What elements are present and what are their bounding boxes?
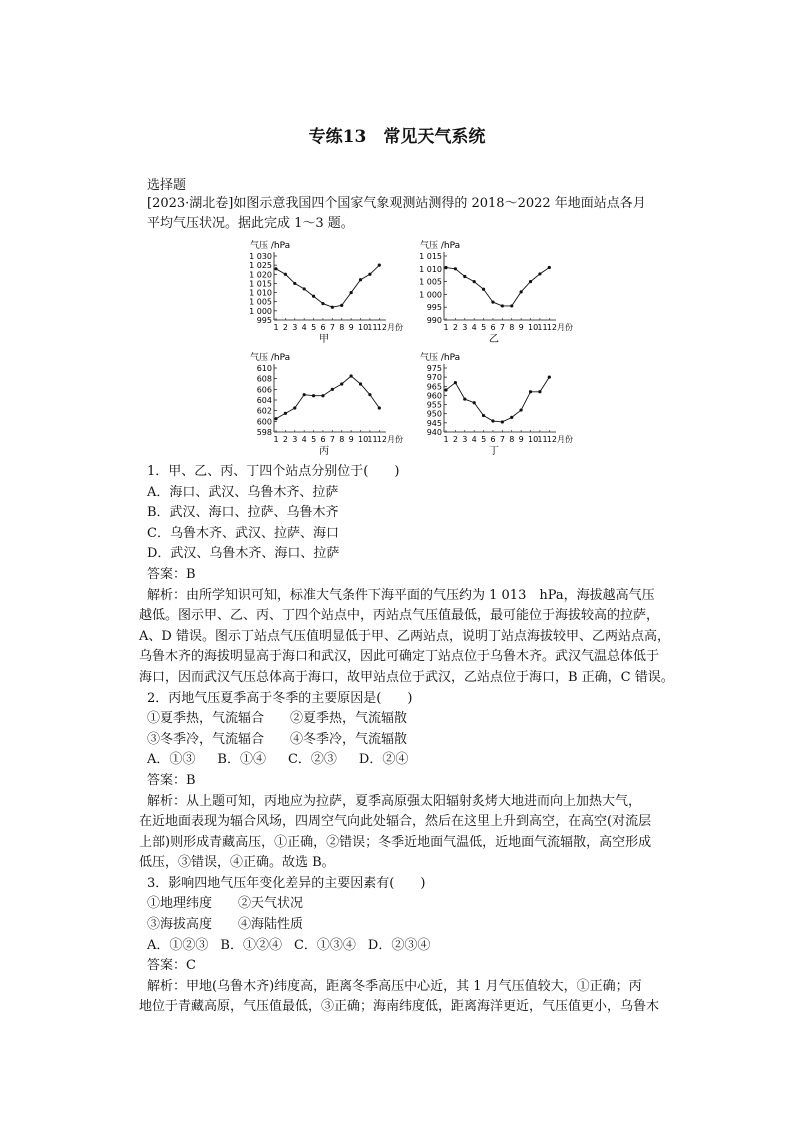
chart-data-point [331,388,334,391]
question-1-analysis-line: A、D 错误。图示丁站点气压值明显低于甲、乙两站点，说明丁站点海拔较甲、乙两站点高， [139,628,670,644]
chart-data-point [529,390,532,393]
chart-x-tick-label: 2 [282,435,288,444]
chart-data-point [510,416,513,419]
chart-x-tick-label: 5 [311,435,317,444]
chart-y-tick-label: 940 [426,428,442,437]
chart-data-point [454,267,457,270]
chart-x-tick-label: 3 [462,323,468,332]
question-2-analysis-line: 解析：从上题可知，丙地应为拉萨，夏季高原强太阳辐射炙烤大地进而向上加热大气， [147,793,642,809]
question-3-choices-row [147,915,687,936]
chart-y-tick-label: 975 [426,364,442,373]
chart-x-tick-label: 11 [537,435,548,444]
chart-data-point [303,287,306,290]
question-3-option-a: A．①②③ [147,937,209,953]
chart-y-tick-label: 602 [256,406,272,416]
chart-y-tick-label: 1 030 [249,252,272,261]
chart-data-point [378,264,381,267]
question-2-option-a: A．①③ [147,752,196,768]
question-3-analysis-line: 地位于青藏高原，气压值最低，③正确；海南纬度低，距离海洋更近，气压值更小，乌鲁木 [139,999,660,1015]
chart-x-tick-label: 4 [471,435,477,444]
question-2-option-d: D．②④ [358,752,409,768]
chart-data-point [340,304,343,307]
chart-data-point [284,412,287,415]
chart-x-tick-label: 7 [329,435,335,444]
chart-x-tick-label: 1 [443,435,449,444]
question-2-analysis-line: 在近地面表现为辐合风场，四周空气向此处辐合，然后在这里上升到高空，在高空(对流层 [139,814,652,830]
chart-x-tick-label: 8 [339,323,345,332]
chart-x-tick-label: 6 [320,323,326,332]
chart-x-tick-label: 10 [528,323,539,332]
question-2-options [147,750,687,771]
question-2-answer: 答案：B [147,772,196,788]
chart-panel-name: 丙 [319,446,329,457]
chart-x-tick-label: 2 [452,323,458,332]
chart-series-line [276,376,379,419]
chart-ylabel: 气压 /hPa [250,241,291,251]
chart-data-point [293,406,296,409]
question-1-analysis-line: 越低。图示甲、乙、丙、丁四个站点中，丙站点气压值最低，最可能位于海拔较高的拉萨， [139,608,660,624]
question-3-choice: ④海陆性质 [238,917,304,933]
question-1-answer: 答案：B [147,566,196,582]
chart-data-point [340,382,343,385]
chart-y-tick-label: 1 010 [419,264,442,274]
question-1-stem: 1．甲、乙、丙、丁四个站点分别位于( ) [147,464,400,479]
chart-y-tick-label: 608 [256,374,272,384]
chart-series-line [446,377,549,422]
intro-line: 平均气压状况。据此完成 1～3 题。 [147,216,354,231]
chart-data-point [359,382,362,385]
chart-y-tick-label: 970 [426,373,442,383]
chart-data-point [520,408,523,411]
chart-x-tick-label: 8 [509,323,515,332]
chart-x-tick-label: 8 [509,435,515,444]
chart-x-tick-label: 10 [528,435,539,444]
chart-y-tick-label: 600 [256,417,272,427]
chart-x-tick-label: 12月份 [376,323,403,332]
chart-x-tick-label: 6 [490,435,496,444]
question-3-choices-row [147,894,687,915]
questions [139,462,687,1018]
chart-y-tick-label: 610 [256,364,272,373]
question-3-answer: 答案：C [147,958,196,974]
chart-y-tick-label: 1 005 [249,297,272,307]
chart-y-tick-label: 965 [426,382,442,392]
question-3-stem: 3．影响四地气压年变化差异的主要因素有( ) [147,875,426,891]
chart-data-point [501,304,504,307]
chart-x-tick-label: 4 [301,323,307,332]
question-3-analysis-line: 解析：甲地(乌鲁木齐)纬度高，距离冬季高压中心近，其 1 月气压值较大，①正确；丙 [147,978,642,994]
question-2-choices-row [147,730,687,751]
question-1-analysis-line: 海口，因而武汉气压总体高于海口，故甲站点位于武汉，乙站点位于海口，B 正确，C 错误。 [139,669,674,685]
chart-data-point [473,280,476,283]
chart-y-tick-label: 995 [426,303,442,313]
chart-ylabel: 气压 /hPa [420,241,461,251]
chart-x-tick-label: 10 [358,323,369,332]
chart-data-point [359,278,362,281]
chart-data-point [312,394,315,397]
question-1-analysis-line: 解析：由所学知识可知，标准大气条件下海平面的气压约为 1 013 hPa，海拔越高气压 [147,587,655,603]
chart-data-point [491,300,494,303]
chart-x-tick-label: 12月份 [376,435,403,444]
chart-x-tick-label: 12月份 [546,435,573,444]
chart-data-point [538,390,541,393]
chart-x-tick-label: 1 [443,323,449,332]
chart-y-tick-label: 1 025 [249,261,272,271]
chart-data-point [510,304,513,307]
question-3-choice: ③海拔高度 [147,917,213,933]
chart-data-point [274,267,277,270]
chart-x-tick-label: 8 [339,435,345,444]
chart-x-tick-label: 4 [471,323,477,332]
section-label: 选择题 [147,178,187,193]
chart-data-point [444,266,447,269]
chart-data-point [303,393,306,396]
chart-data-point [463,397,466,400]
intro-line: [2023·湖北卷]如图示意我国四个国家气象观测站测得的 2018～2022 年地面站点各月 [147,196,646,211]
chart-x-tick-label: 11 [367,323,378,332]
chart-x-tick-label: 4 [301,435,307,444]
chart-x-tick-label: 7 [499,323,505,332]
chart-x-tick-label: 5 [481,435,487,444]
chart-x-tick-label: 6 [490,323,496,332]
chart-data-point [321,394,324,397]
chart-data-point [312,295,315,298]
question-2-choice: ②夏季热，气流辐散 [290,711,408,727]
chart-x-tick-label: 1 [273,323,279,332]
chart-x-tick-label: 12月份 [546,323,573,332]
question-1-analysis-line: 乌鲁木齐的海拔明显高于海口和武汉，因此可确定丁站点位于乌鲁木齐。武汉气温总体低于 [139,649,660,665]
chart-y-tick-label: 995 [256,316,272,325]
chart-x-tick-label: 3 [292,323,298,332]
pressure-charts-svg [240,238,580,460]
question-3-option-b: B．①②④ [220,937,282,953]
chart-data-point [293,282,296,285]
chart-data-point [331,306,334,309]
chart-y-tick-label: 1 005 [419,277,442,287]
chart-y-tick-label: 1 000 [249,306,272,316]
chart-panel-name: 乙 [489,334,499,345]
question-2-choice: ①夏季热，气流辐合 [147,711,265,727]
chart-data-point [491,419,494,422]
chart-y-tick-label: 598 [256,428,272,437]
chart-data-point [538,272,541,275]
chart-x-tick-label: 7 [499,435,505,444]
chart-y-tick-label: 945 [426,418,442,428]
chart-x-tick-label: 9 [348,435,354,444]
question-2-choice: ③冬季冷，气流辐合 [147,731,265,747]
question-2-choice: ④冬季冷，气流辐散 [290,731,408,747]
chart-data-point [274,417,277,420]
chart-x-tick-label: 3 [292,435,298,444]
chart-data-point [482,414,485,417]
chart-x-tick-label: 2 [282,323,288,332]
question-2-stem: 2．丙地气压夏季高于冬季的主要原因是( ) [147,690,413,706]
question-2-option-b: B．①④ [217,752,266,768]
chart-data-point [482,288,485,291]
question-3-choice: ①地理纬度 [147,896,213,912]
chart-x-tick-label: 11 [537,323,548,332]
question-3-option-c: C．①③④ [293,937,356,953]
chart-y-tick-label: 606 [256,385,272,395]
chart-data-point [548,376,551,379]
chart-data-point [368,273,371,276]
question-2-option-c: C．②③ [287,752,337,768]
chart-data-point [378,406,381,409]
chart-data-point [501,420,504,423]
question-1-option-d: D．武汉、乌鲁木齐、海口、拉萨 [147,546,340,562]
chart-y-tick-label: 1 000 [419,290,442,300]
chart-series-line [446,268,549,306]
chart-data-point [463,275,466,278]
chart-series-line [276,265,379,307]
question-3-options [147,936,687,957]
question-3-option-d: D．②③④ [367,937,431,953]
intro-paragraph [147,194,657,234]
chart-y-tick-label: 960 [426,391,442,401]
question-1-option-b: B．武汉、海口、拉萨、乌鲁木齐 [147,505,339,521]
chart-x-tick-label: 9 [348,323,354,332]
chart-y-tick-label: 955 [426,400,442,410]
pressure-charts [240,238,580,460]
question-2-analysis-line: 低压，③错误，④正确。故选 B。 [139,855,335,871]
question-3-choice: ②天气状况 [238,896,304,912]
chart-y-tick-label: 1 010 [249,288,272,298]
chart-y-tick-label: 604 [256,396,272,405]
chart-x-tick-label: 9 [518,323,524,332]
chart-data-point [454,381,457,384]
chart-y-tick-label: 950 [426,409,442,419]
chart-x-tick-label: 2 [452,435,458,444]
chart-x-tick-label: 9 [518,435,524,444]
chart-y-tick-label: 1 015 [419,252,442,261]
chart-ylabel: 气压 /hPa [250,353,291,363]
chart-y-tick-label: 1 020 [249,270,272,280]
chart-ylabel: 气压 /hPa [420,353,461,363]
chart-x-tick-label: 7 [329,323,335,332]
chart-panel-name: 甲 [319,334,329,345]
chart-x-tick-label: 11 [367,435,378,444]
chart-y-tick-label: 1 015 [249,279,272,289]
chart-x-tick-label: 6 [320,435,326,444]
chart-data-point [368,393,371,396]
chart-y-tick-label: 990 [426,316,442,325]
chart-x-tick-label: 5 [311,323,317,332]
chart-data-point [520,290,523,293]
question-2-analysis-line: 上部)则形成青藏高压，①正确，②错误；冬季近地面气温低，近地面气流辐散，高空形成 [139,834,652,850]
question-1-option-a: A．海口、武汉、乌鲁木齐、拉萨 [147,484,339,500]
page-title: 专练13 常见天气系统 [308,127,486,147]
chart-x-tick-label: 3 [462,435,468,444]
chart-data-point [350,374,353,377]
chart-x-tick-label: 1 [273,435,279,444]
chart-data-point [548,266,551,269]
chart-data-point [529,280,532,283]
question-2-choices-row [147,709,687,730]
chart-x-tick-label: 10 [358,435,369,444]
chart-data-point [321,302,324,305]
chart-data-point [444,388,447,391]
chart-x-tick-label: 5 [481,323,487,332]
question-1-option-c: C．乌鲁木齐、武汉、拉萨、海口 [147,525,339,541]
chart-data-point [473,401,476,404]
chart-data-point [350,291,353,294]
chart-panel-name: 丁 [489,446,499,457]
chart-data-point [284,273,287,276]
